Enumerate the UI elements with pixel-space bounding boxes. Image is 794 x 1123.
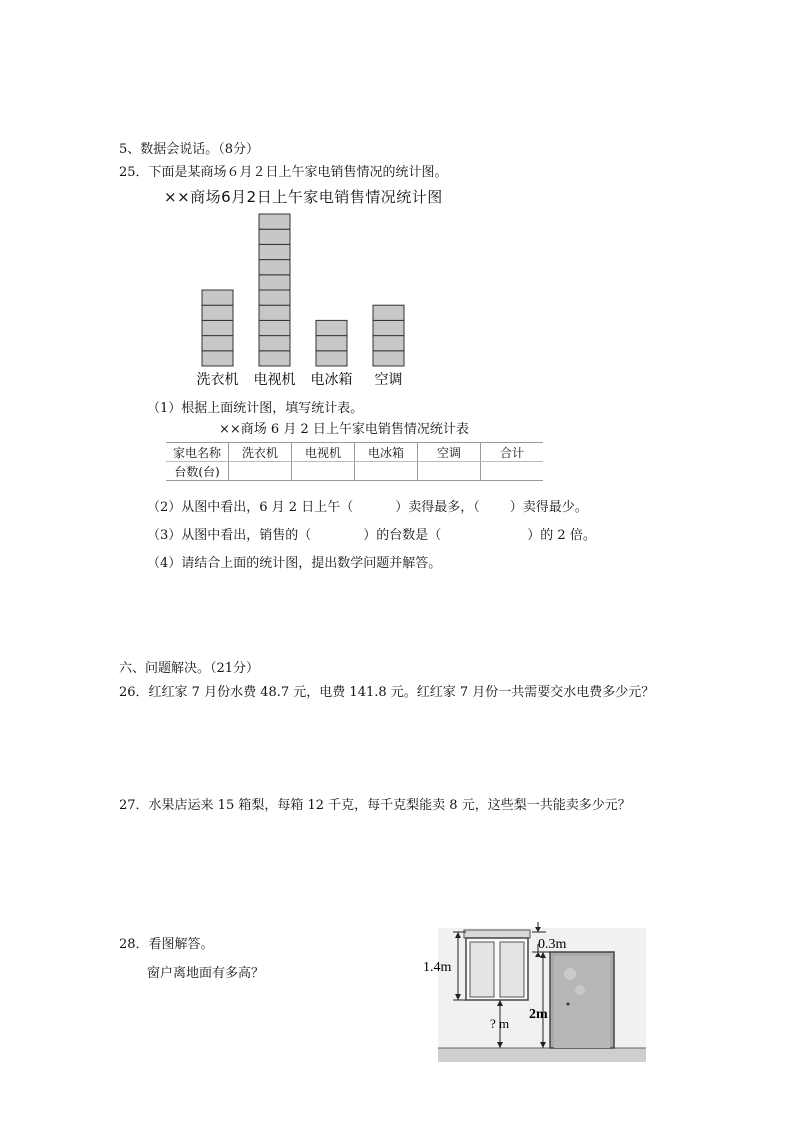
floor [438, 1048, 646, 1062]
table-header-cell: 合计 [481, 443, 544, 462]
bar-block [316, 351, 347, 366]
bar-block [202, 290, 233, 305]
bar-block [259, 229, 290, 244]
section6-heading: 六、问题解决。（21分） [119, 661, 260, 676]
chart-title: ××商场6月2日上午家电销售情况统计图 [164, 188, 443, 206]
q28-text: 28．看图解答。 [119, 937, 214, 952]
q26-text: 26．红红家 7 月份水费 48.7 元，电费 141.8 元。红红家 7 月份一共需要交水电费多少元？ [119, 685, 655, 700]
table-answer-cell[interactable] [292, 462, 355, 481]
q28-sub: 窗户离地面有多高？ [147, 966, 265, 981]
bar-block [202, 351, 233, 366]
table-header-row [166, 443, 543, 462]
table-header-cell: 电视机 [292, 443, 355, 462]
bar-block [259, 244, 290, 259]
window-height-label: 1.4m [423, 960, 452, 975]
category-label: 电冰箱 [310, 372, 353, 388]
bar-block [259, 305, 290, 320]
bar-block [373, 351, 404, 366]
category-label: 洗衣机 [196, 372, 239, 388]
bar-chart [180, 208, 420, 393]
q25-sub2-part: （2）从图中看出，6 月 2 日上午（ [147, 500, 354, 515]
bar-block [373, 305, 404, 320]
q25-sub4: （4）请结合上面的统计图，提出数学问题并解答。 [147, 556, 442, 571]
bar-block [259, 320, 290, 335]
door-height-label: 2m [529, 1007, 548, 1022]
q25-stem: 25．下面是某商场６月２日上午家电销售情况的统计图。 [119, 165, 448, 180]
stats-table [166, 442, 543, 481]
q25-sub3-part: ）的台数是（ [363, 528, 442, 543]
q25-sub3-part: （3）从图中看出，销售的（ [147, 528, 312, 543]
q25-sub2 [147, 496, 588, 515]
q27-text: 27．水果店运来 15 箱梨，每箱 12 千克，每千克梨能卖 8 元，这些梨一共能卖多少元？ [119, 798, 631, 813]
category-label: 空调 [374, 372, 403, 388]
window-door-figure [420, 918, 650, 1066]
category-label: 电视机 [253, 372, 296, 388]
bar-block [259, 214, 290, 229]
table-answer-cell[interactable] [418, 462, 481, 481]
q25-sub1: （1）根据上面统计图，填写统计表。 [147, 401, 364, 416]
table-row-label: 台数(台) [166, 462, 229, 481]
unknown-height-label: ? m [490, 1016, 510, 1031]
bar-block [259, 290, 290, 305]
section5-heading: 5、数据会说话。（8分） [119, 142, 260, 157]
table-header-cell: 洗衣机 [229, 443, 292, 462]
bar-block [202, 336, 233, 351]
table-row [166, 462, 543, 481]
table-header-cell: 电冰箱 [355, 443, 418, 462]
bar-block [373, 320, 404, 335]
bar-block [316, 336, 347, 351]
table-header-cell: 家电名称 [166, 443, 229, 462]
table-title: ××商场 6 月 2 日上午家电销售情况统计表 [219, 422, 469, 437]
q25-sub3 [147, 524, 596, 543]
table-answer-cell[interactable] [481, 462, 544, 481]
bar-block [259, 260, 290, 275]
bar-block [259, 351, 290, 366]
table-answer-cell[interactable] [229, 462, 292, 481]
q25-sub2-part: ）卖得最少。 [509, 500, 588, 515]
top-gap-label: 0.3m [538, 937, 567, 952]
bar-block [316, 320, 347, 335]
bar-block [259, 275, 290, 290]
door-knob [567, 1003, 570, 1006]
bar-block [202, 305, 233, 320]
bar-block [202, 320, 233, 335]
bar-block [373, 336, 404, 351]
q25-sub2-part: ）卖得最多，（ [395, 500, 480, 515]
curtain-rod [464, 930, 530, 938]
bar-block [259, 336, 290, 351]
table-header-cell: 空调 [418, 443, 481, 462]
table-answer-cell[interactable] [355, 462, 418, 481]
q25-sub3-part: ）的 2 倍。 [527, 528, 596, 543]
